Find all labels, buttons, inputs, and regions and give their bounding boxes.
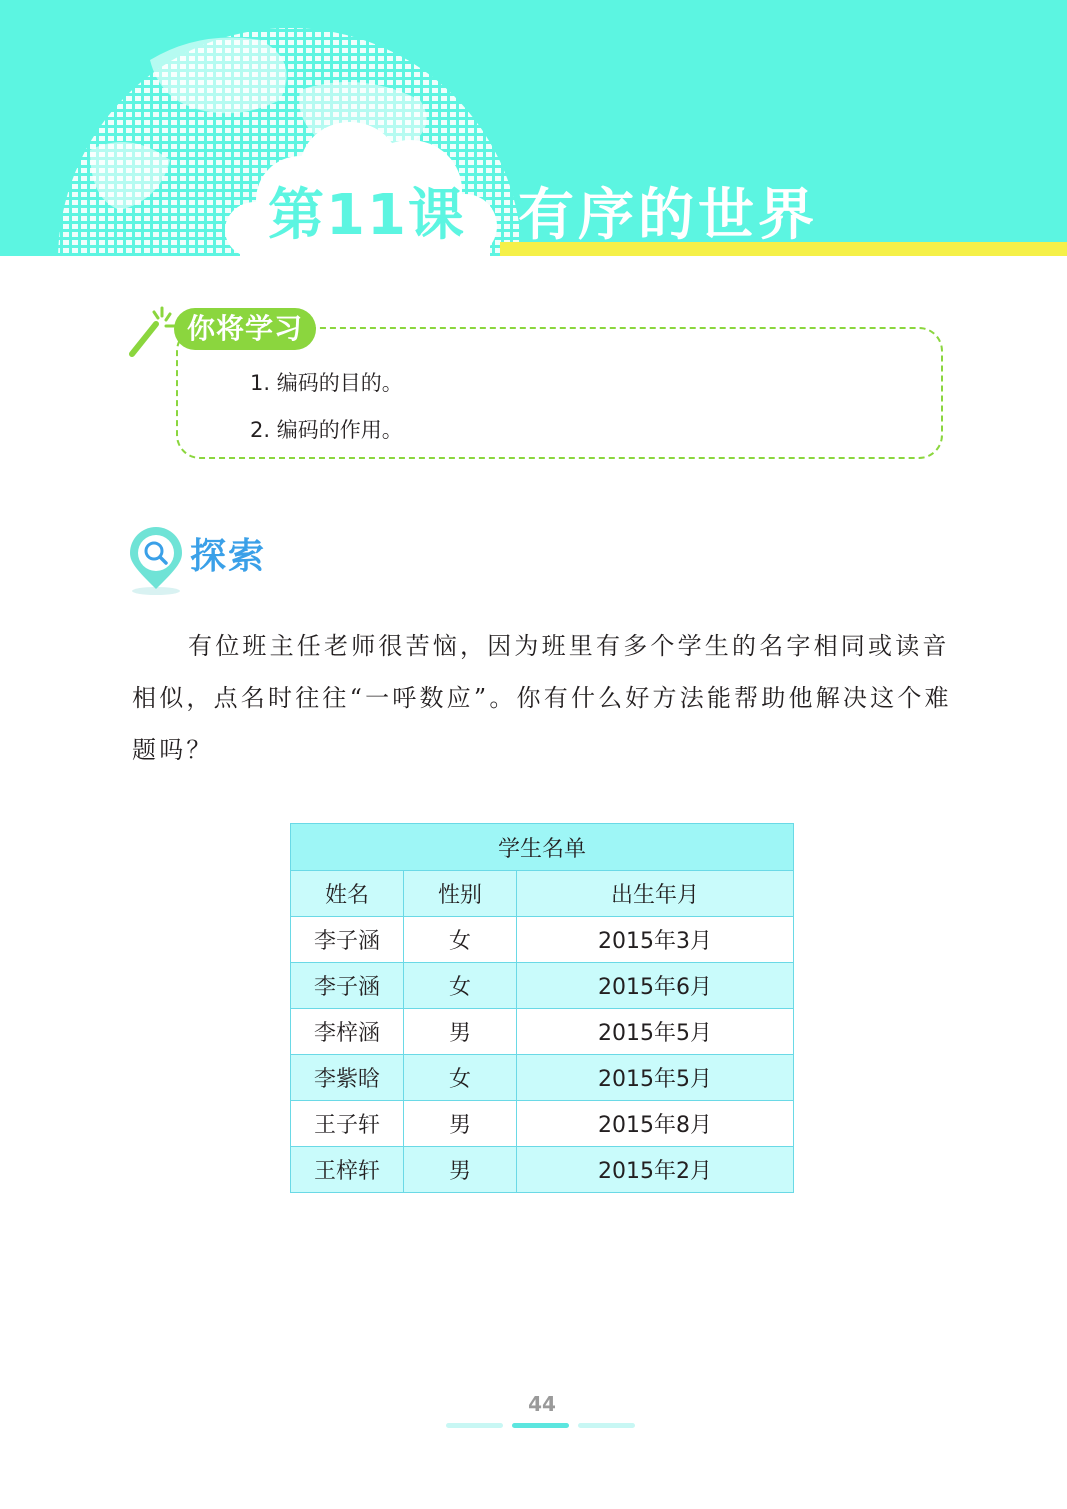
cell-gender: 女 [404,917,517,963]
magic-wand-icon [126,302,178,358]
cell-name: 李紫晗 [291,1055,404,1101]
cell-name: 王子轩 [291,1101,404,1147]
footer-bar-right [578,1423,635,1428]
footer-bar-center [512,1423,569,1428]
table-row [291,1101,794,1147]
cell-name: 李子涵 [291,963,404,1009]
cell-name: 王梓轩 [291,1147,404,1193]
table-row [291,917,794,963]
cell-birth: 2015年6月 [517,963,794,1009]
explore-title: 探索 [190,536,267,577]
cell-birth: 2015年2月 [517,1147,794,1193]
cell-gender: 男 [404,1009,517,1055]
explore-paragraph: 有位班主任老师很苦恼，因为班里有多个学生的名字相同或读音相似，点名时往往“一呼数应”。你有什么好方法能帮助他解决这个难题吗？ [132,632,952,764]
cell-name: 李子涵 [291,917,404,963]
lesson-number: 第11课 [268,183,466,248]
footer-bar-left [446,1423,503,1428]
cell-gender: 男 [404,1147,517,1193]
objective-item-2: 2. 编码的作用。 [250,418,403,442]
objectives-badge: 你将学习 [174,308,316,350]
lesson-title: 有序的世界 [518,183,818,248]
header-banner [0,0,1067,256]
cell-gender: 男 [404,1101,517,1147]
page-number: 44 [528,1392,556,1416]
table-caption: 学生名单 [291,824,794,871]
table-row [291,1055,794,1101]
table-row [291,1009,794,1055]
objective-item-1: 1. 编码的目的。 [250,371,403,395]
student-table [290,823,794,1193]
cell-birth: 2015年3月 [517,917,794,963]
cell-name: 李梓涵 [291,1009,404,1055]
cell-birth: 2015年8月 [517,1101,794,1147]
table-row [291,1147,794,1193]
magnifier-pin-icon [124,525,188,597]
cell-birth: 2015年5月 [517,1055,794,1101]
column-header-name: 姓名 [291,871,404,917]
column-header-birth: 出生年月 [517,871,794,917]
column-header-gender: 性别 [404,871,517,917]
cell-gender: 女 [404,963,517,1009]
table-row [291,963,794,1009]
cell-gender: 女 [404,1055,517,1101]
cell-birth: 2015年5月 [517,1009,794,1055]
